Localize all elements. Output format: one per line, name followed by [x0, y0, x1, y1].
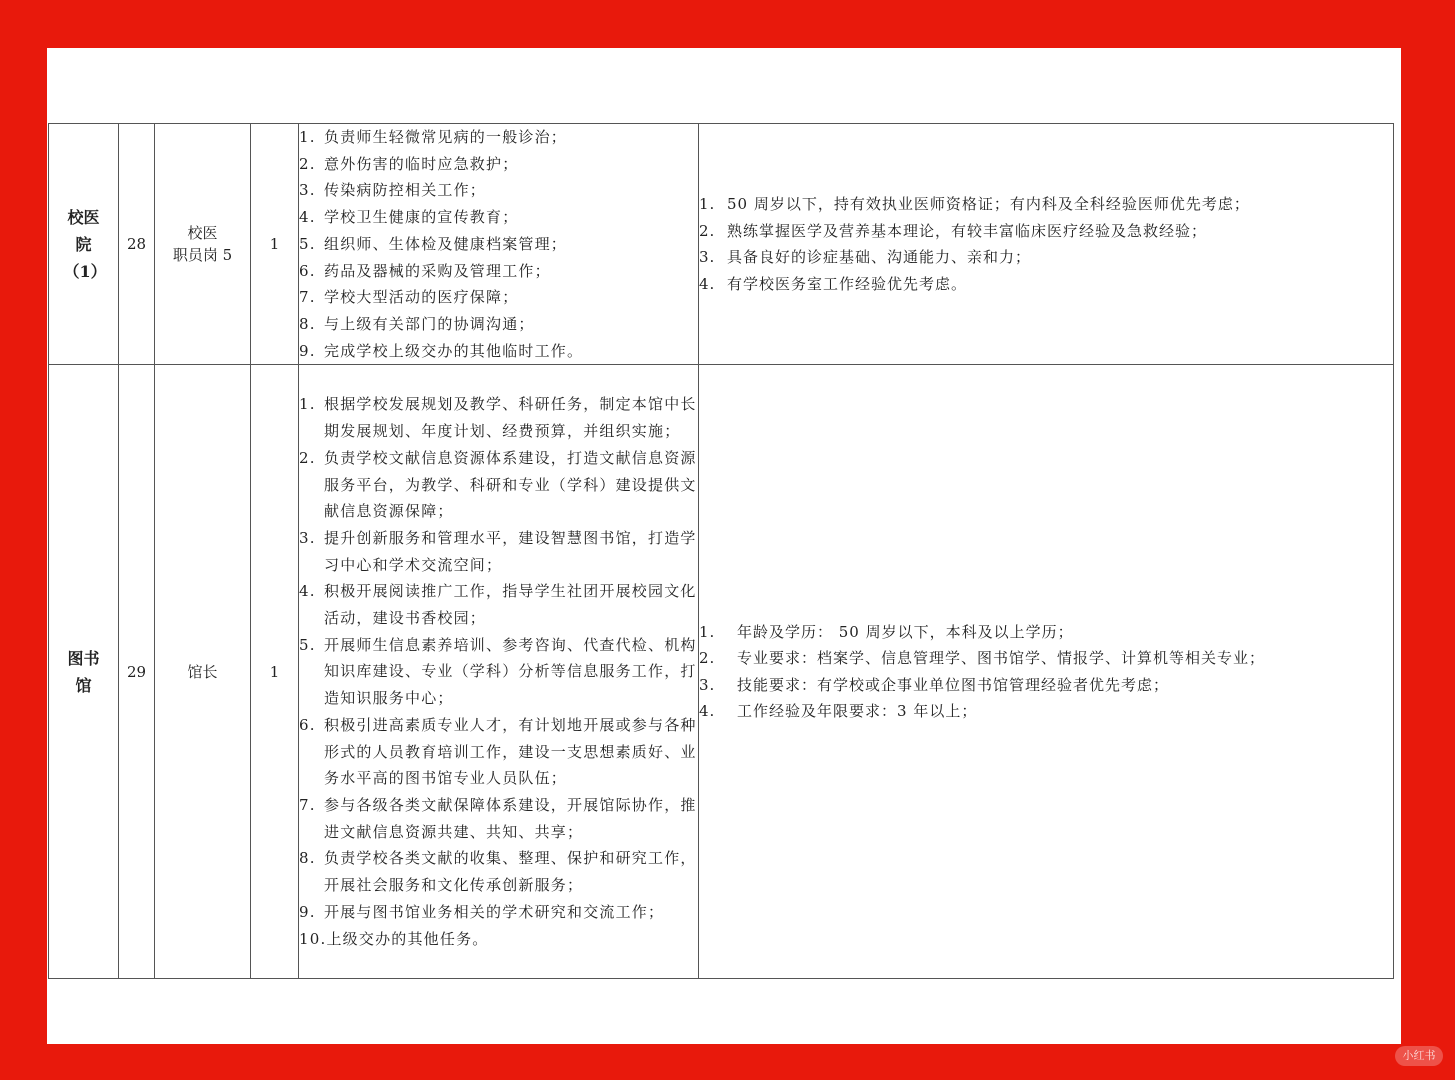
list-item: [299, 151, 698, 178]
requirement-list: [699, 191, 1393, 297]
list-item: [299, 899, 698, 926]
item-text: 积极开展阅读推广工作，指导学生社团开展校园文化活动，建设书香校园；: [324, 582, 697, 628]
list-item: [299, 231, 698, 258]
list-item: [299, 258, 698, 285]
item-number: 9.: [299, 341, 316, 360]
item-number: 2.: [699, 221, 716, 240]
item-text: 具备良好的诊症基础、沟通能力、亲和力；: [727, 248, 1032, 267]
list-item: [299, 845, 698, 898]
item-text: 药品及器械的采购及管理工作；: [324, 261, 551, 280]
count-cell: 1: [251, 365, 299, 979]
item-number: 3.: [699, 675, 716, 694]
list-item: [299, 445, 698, 525]
duty-list: [299, 124, 698, 364]
item-text: 负责学校各类文献的收集、整理、保护和研究工作，开展社会服务和文化传承创新服务；: [324, 849, 697, 895]
item-number: 6.: [299, 261, 316, 280]
item-text: 开展与图书馆业务相关的学术研究和交流工作；: [324, 902, 665, 921]
item-number: 3.: [299, 181, 316, 200]
item-number: 8.: [299, 849, 316, 868]
item-number: 4.: [699, 274, 716, 293]
list-item: [699, 645, 1393, 672]
list-item: [699, 218, 1393, 245]
item-number: 4.: [699, 702, 716, 721]
item-text: 工作经验及年限要求：3 年以上；: [737, 702, 978, 721]
item-number: 1.: [699, 195, 716, 214]
position-cell: 馆长: [155, 365, 251, 979]
item-text: 上级交办的其他任务。: [326, 929, 489, 948]
requirement-list: [699, 619, 1393, 725]
item-number: 4.: [299, 208, 316, 227]
duties-cell: [299, 365, 699, 979]
item-number: 7.: [299, 795, 316, 814]
item-number: 4.: [299, 582, 316, 601]
dept-label: 校医院（1）: [63, 207, 107, 281]
item-number: 7.: [299, 288, 316, 307]
count-cell: 1: [251, 124, 299, 365]
item-number: 1.: [299, 395, 316, 414]
table-row: [49, 124, 1394, 365]
item-text: 负责学校文献信息资源体系建设，打造文献信息资源服务平台，为教学、科研和专业（学科）建设提供文献信息资源保障；: [324, 448, 697, 521]
item-text: 熟练掌握医学及营养基本理论，有较丰富临床医疗经验及急救经验；: [727, 221, 1208, 240]
list-item: [299, 632, 698, 712]
table-row: [49, 365, 1394, 979]
item-text: 提升创新服务和管理水平，建设智慧图书馆，打造学习中心和学术交流空间；: [324, 528, 697, 574]
list-item: [699, 191, 1393, 218]
list-item: [299, 204, 698, 231]
item-text: 传染病防控相关工作；: [324, 181, 487, 200]
list-item: [299, 578, 698, 631]
item-number: 8.: [299, 314, 316, 333]
item-text: 学校卫生健康的宣传教育；: [324, 208, 519, 227]
item-text: 完成学校上级交办的其他临时工作。: [324, 341, 584, 360]
item-text: 50 周岁以下，持有效执业医师资格证；有内科及全科经验医师优先考虑；: [727, 195, 1250, 214]
item-text: 与上级有关部门的协调沟通；: [324, 314, 535, 333]
list-item: [299, 124, 698, 151]
list-item: [299, 338, 698, 365]
item-number: 2.: [299, 154, 316, 173]
item-text: 开展师生信息素养培训、参考咨询、代查代检、机构知识库建设、专业（学科）分析等信息服务工作，打造知识服务中心；: [324, 635, 697, 708]
list-item: [699, 244, 1393, 271]
list-item: [299, 391, 698, 444]
item-text: 意外伤害的临时应急救护；: [324, 154, 519, 173]
document-page: [47, 48, 1401, 1044]
watermark-logo: 小红书: [1395, 1046, 1443, 1066]
item-number: 5.: [299, 635, 316, 654]
item-text: 技能要求：有学校或企事业单位图书馆管理经验者优先考虑；: [737, 675, 1170, 694]
item-number: 9.: [299, 902, 316, 921]
list-item: [699, 672, 1393, 699]
list-item: [299, 284, 698, 311]
list-item: [299, 926, 698, 953]
item-number: 1.: [299, 128, 316, 146]
item-number: 2.: [299, 448, 316, 467]
dept-label: 图书馆: [67, 648, 100, 695]
list-item: [299, 311, 698, 338]
item-number: 3.: [299, 528, 316, 547]
number-cell: 28: [119, 124, 155, 365]
job-table: [48, 123, 1394, 979]
dept-cell: [49, 365, 119, 979]
number-cell: 29: [119, 365, 155, 979]
list-item: [699, 619, 1393, 646]
item-text: 根据学校发展规划及教学、科研任务，制定本馆中长期发展规划、年度计划、经费预算，并组织实施；: [324, 395, 697, 441]
item-number: 2.: [699, 649, 716, 668]
list-item: [699, 698, 1393, 725]
item-text: 组织师、生体检及健康档案管理；: [324, 234, 568, 253]
item-number: 1.: [699, 622, 716, 641]
list-item: [699, 271, 1393, 298]
item-number: 3.: [699, 248, 716, 267]
item-text: 学校大型活动的医疗保障；: [324, 288, 519, 307]
list-item: [299, 525, 698, 578]
dept-cell: [49, 124, 119, 365]
item-text: 参与各级各类文献保障体系建设，开展馆际协作，推进文献信息资源共建、共知、共享；: [324, 795, 697, 841]
item-text: 负责师生轻微常见病的一般诊治；: [324, 128, 568, 146]
item-text: 有学校医务室工作经验优先考虑。: [727, 274, 968, 293]
duty-list: [299, 391, 698, 952]
list-item: [299, 712, 698, 792]
item-text: 专业要求：档案学、信息管理学、图书馆学、情报学、计算机等相关专业；: [737, 649, 1266, 668]
duties-cell: [299, 124, 699, 365]
item-text: 年龄及学历： 50 周岁以下，本科及以上学历；: [737, 622, 1074, 641]
item-number: 6.: [299, 715, 316, 734]
requirements-cell: [699, 365, 1394, 979]
item-number: 5.: [299, 234, 316, 253]
item-text: 积极引进高素质专业人才，有计划地开展或参与各种形式的人员教育培训工作，建设一支思想素质好、业务水平高的图书馆专业人员队伍；: [324, 715, 697, 788]
item-number: 10.: [299, 929, 327, 948]
list-item: [299, 177, 698, 204]
position-cell: 校医 职员岗 5: [155, 124, 251, 365]
requirements-cell: [699, 124, 1394, 365]
list-item: [299, 792, 698, 845]
